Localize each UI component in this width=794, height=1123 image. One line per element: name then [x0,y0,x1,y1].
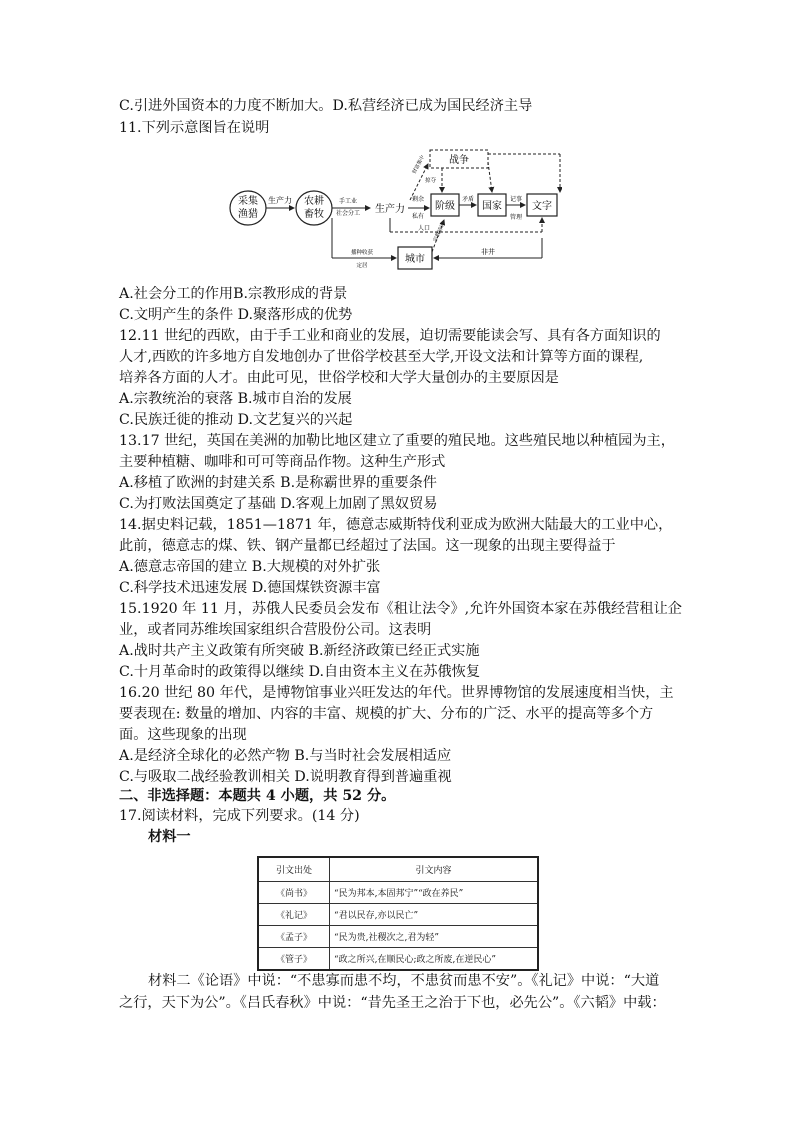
svg-text:人口: 人口 [417,225,431,232]
svg-text:社会分工: 社会分工 [335,210,361,217]
svg-text:私有: 私有 [411,213,425,220]
question-13-stem-2: 主要种植糖、咖啡和可可等商品作物。这种生产形式 [119,454,446,470]
civilization-flow-diagram [222,146,562,276]
question-11-option-ab: A.社会分工的作用B.宗教形成的背景 [119,286,348,302]
table-header-row [258,857,538,882]
table-cell-source: 《管子》 [258,948,330,971]
table-cell-source: 《孟子》 [258,926,330,948]
table-cell-content: “君以民存,亦以民亡” [330,904,539,926]
svg-text:非井: 非井 [481,248,495,256]
svg-text:定居: 定居 [356,263,368,269]
svg-text:国家: 国家 [482,201,502,212]
svg-text:城市: 城市 [405,254,425,265]
question-14-option-cd: C.科学技术迅速发展 D.德国煤铁资源丰富 [119,580,381,596]
question-15-stem-1: 15.1920 年 11 月，苏俄人民委员会发布《租让法令》,允许外国资本家在苏俄经营租让企 [119,601,682,617]
question-16-option-ab: A.是经济全球化的必然产物 B.与当时社会发展相适应 [119,748,452,764]
question-12-stem-1: 12.11 世纪的西欧，由于手工业和商业的发展，迫切需要能读会写、具有各方面知识的 [119,328,661,344]
svg-text:管理: 管理 [509,214,523,221]
svg-text:矛盾: 矛盾 [461,196,475,203]
question-12-option-ab: A.宗教统治的衰落 B.城市自治的发展 [119,391,352,407]
svg-text:文字: 文字 [532,201,552,212]
question-15-stem-2: 业，或者同苏维埃国家组织合营股份公司。这表明 [119,622,432,638]
svg-text:畜牧: 畜牧 [304,209,324,220]
table-cell-content: “民为贵,社稷次之,君为轻” [330,926,539,948]
question-13-stem-1: 13.17 世纪，英国在美洲的加勒比地区建立了重要的殖民地。这些殖民地以种植园为主， [119,433,675,449]
svg-text:掠夺: 掠夺 [424,178,436,184]
question-13-option-cd: C.为打败法国奠定了基础 D.客观上加剧了黑奴贸易 [119,496,438,512]
svg-text:农耕: 农耕 [304,196,324,207]
material-2-line-2: 之行，天下为公”。《吕氏春秋》中说：“昔先圣王之治于下也，必先公”。《六韬》中载： [119,995,666,1011]
question-12-stem-3: 培养各方面的人才。由此可见，世俗学校和大学大量创办的主要原因是 [119,370,559,386]
question-16-stem-1: 16.20 世纪 80 年代，是博物馆事业兴旺发达的年代。世界博物馆的发展速度相当快，主 [119,685,674,701]
svg-text:渔猎: 渔猎 [238,209,258,220]
question-16-stem-2: 要表现在: 数量的增加、内容的丰富、规模的扩大、分布的广泛、水平的提高等多个方 [119,706,654,722]
question-15-option-cd: C.十月革命时的政策得以继续 D.自由资本主义在苏俄恢复 [119,664,481,680]
question-13-option-ab: A.移植了欧洲的封建关系 B.是称霸世界的重要条件 [119,475,437,491]
table-cell-source: 《礼记》 [258,904,330,926]
question-16-stem-3: 面。这些现象的出现 [119,727,247,743]
question-11-option-cd: C.文明产生的条件 D.聚落形成的优势 [119,307,353,323]
table-cell-content: “政之所兴,在顺民心;政之所废,在逆民心” [330,948,539,971]
table-cell-source: 《尚书》 [258,882,330,904]
question-14-option-ab: A.德意志帝国的建立 B.大规模的对外扩张 [119,559,381,575]
svg-text:生产力: 生产力 [268,196,292,205]
table-header-source: 引文出处 [258,857,330,882]
question-14-stem-2: 此前，德意志的煤、铁、钢产量都已经超过了法国。这一现象的出现主要得益于 [119,538,616,554]
question-11-stem: 11.下列示意图旨在说明 [119,120,270,136]
table-row [258,904,538,926]
table-cell-content: “民为邦本,本固邦宁”“政在养民” [330,882,539,904]
svg-text:财富集中: 财富集中 [411,154,427,175]
question-16-option-cd: C.与吸取二战经验教训相关 D.说明教育得到普遍重视 [119,769,452,785]
svg-text:播种收获: 播种收获 [350,250,374,256]
question-15-option-ab: A.战时共产主义政策有所突破 B.新经济政策已经正式实施 [119,643,480,659]
question-12-option-cd: C.民族迁徙的推动 D.文艺复兴的兴起 [119,412,353,428]
table-row [258,882,538,904]
material-1-label: 材料一 [148,829,191,845]
citation-table [257,856,539,971]
svg-text:战争: 战争 [449,155,469,166]
question-10-option-cd: C.引进外国资本的力度不断加大。D.私营经济已成为国民经济主导 [119,98,533,114]
svg-text:剩余: 剩余 [411,196,425,203]
question-17-stem: 17.阅读材料，完成下列要求。(14 分) [119,808,360,824]
question-14-stem-1: 14.据史料记载，1851—1871 年，德意志威斯特伐利亚成为欧洲大陆最大的工业中心， [119,517,673,533]
svg-text:宗教活动: 宗教活动 [432,222,447,243]
svg-text:阶级: 阶级 [435,201,455,212]
svg-text:生产力: 生产力 [375,204,405,215]
svg-text:手工业: 手工业 [338,198,358,205]
material-2-line-1: 材料二《论语》中说：“不患寡而患不均，不患贫而患不安”。《礼记》中说：“大道 [148,973,660,989]
section-2-heading: 二、非选择题：本题共 4 小题，共 52 分。 [119,788,396,804]
table-row [258,948,538,971]
svg-text:记事: 记事 [509,196,523,203]
table-row [258,926,538,948]
svg-text:采集: 采集 [238,196,258,207]
table-header-content: 引文内容 [330,857,539,882]
question-12-stem-2: 人才,西欧的许多地方自发地创办了世俗学校甚至大学,开设文法和计算等方面的课程, [119,349,644,365]
